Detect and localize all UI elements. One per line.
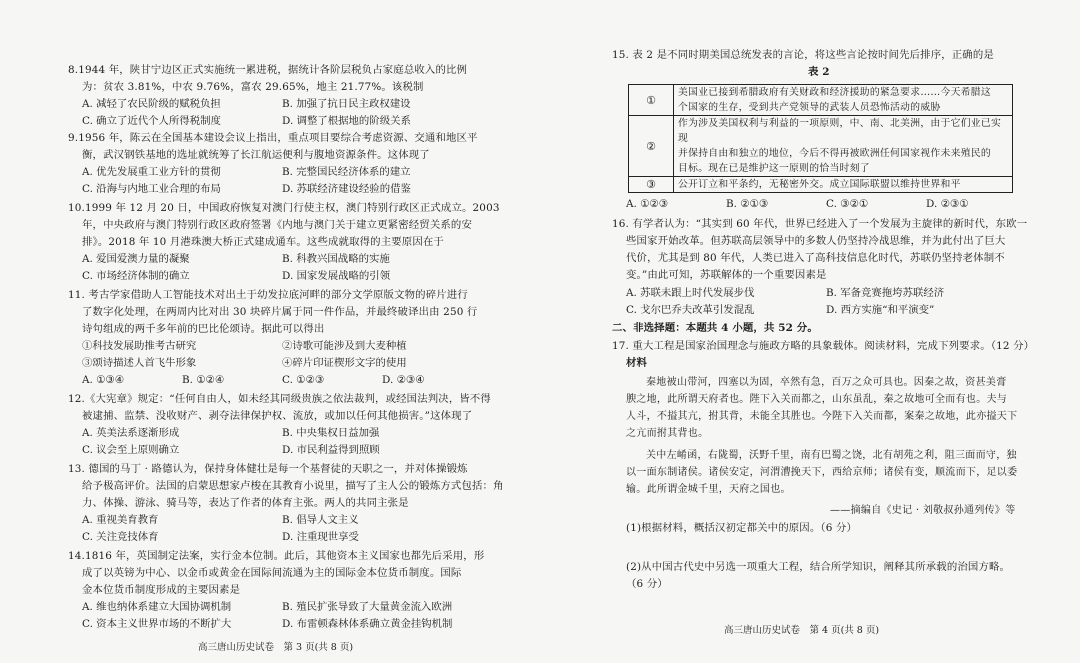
q14-stem-line-2: 成了以英镑为中心、以金币或黄金在国际间流通为主的国际金本位货币制度。国际 xyxy=(82,567,462,579)
material-line: 之亢而拊其背也。 xyxy=(626,428,709,439)
q8-option-b: B. 加强了抗日民主政权建设 xyxy=(282,98,411,110)
table-row-text xyxy=(674,177,1013,193)
material-line: 关中左崤函，右陇蜀，沃野千里，南有巴蜀之饶，北有胡苑之利，阻三面而守，独 xyxy=(646,450,1017,461)
table-2-title: 表 2 xyxy=(808,66,830,78)
q13-option-a: A. 重视美育教育 xyxy=(82,514,159,526)
q13-option-c: C. 关注竞技体育 xyxy=(82,531,159,543)
table-row-text-line: 个国家的生存，受到共产党领导的武装人员恐怖活动的威胁 xyxy=(678,102,941,113)
q12-option-b: B. 中央集权日益加强 xyxy=(282,427,380,439)
q9-option-c: C. 沿海与内地工业合理的布局 xyxy=(82,183,221,195)
q11-option-b: B. ①②④ xyxy=(182,374,225,386)
q17-stem: 17. 重大工程是国家治国理念与施政方略的具象载体。阅读材料，完成下列要求。（12 分） xyxy=(612,340,1035,352)
q15-option-c: C. ③②① xyxy=(826,198,869,210)
table-row-text xyxy=(674,116,1013,177)
q14-stem-line-3: 金本位货币制度形成的主要因素是 xyxy=(82,584,241,596)
material-source: ——摘编自《史记 · 刘敬叔孙通列传》等 xyxy=(830,505,1016,516)
q11-statement-1: ①科技发展助推考古研究 xyxy=(82,340,197,352)
table-row xyxy=(629,85,1013,116)
q11-stem-line-3: 诗句组成的两千多年前的巴比伦颂诗。据此可以得出 xyxy=(82,323,325,335)
q15-option-a: A. ①②③ xyxy=(626,198,669,210)
table-2 xyxy=(628,84,1013,193)
q8-stem-line-2: 为：贫农 3.81%，中农 9.76%，富农 29.65%，地主 21.77%。该税制 xyxy=(82,81,424,93)
q10-option-a: A. 爱国爱澳力量的凝聚 xyxy=(82,253,190,265)
table-row-text-line: 并保持自由和独立的地位，今后不得再被欧洲任何国家视作未来殖民的 xyxy=(678,148,992,159)
q12-option-c: C. 议会至上原则确立 xyxy=(82,444,180,456)
q16-stem-line-2: 些国家开始改革。但苏联高层领导中的多数人仍坚持冷战思维，并为此付出了巨大 xyxy=(626,235,1006,247)
q11-statement-2: ②诗歌可能涉及到大麦种植 xyxy=(282,340,407,352)
q9-option-a: A. 优先发展重工业方针的贯彻 xyxy=(82,166,221,178)
material-label: 材料 xyxy=(626,357,648,369)
table-row-number: ③ xyxy=(629,177,674,193)
q16-option-b: B. 军备竞赛拖垮苏联经济 xyxy=(826,287,945,299)
q11-stem-line-1: 11. 考古学家借助人工智能技术对出土于幼发拉底河畔的部分文学原版文物的碎片进行 xyxy=(68,289,468,301)
q14-option-a: A. 维也纳体系建立大国协调机制 xyxy=(82,601,232,613)
q16-option-a: A. 苏联未跟上时代发展步伐 xyxy=(626,287,755,299)
q9-option-b: B. 完整国民经济体系的建立 xyxy=(282,166,411,178)
q11-stem-line-2: 了数字化处理，在两周内比对出 30 块碎片属于同一件作品，并最终破译出由 250 行 xyxy=(82,306,478,318)
material-line: 腴之地，此所谓天府者也。陛下入关而都之，山东虽乱，秦之故地可全而有也。夫与 xyxy=(626,394,1008,405)
q14-option-d: D. 布雷顿森林体系确立黄金挂钩机制 xyxy=(282,618,453,630)
q16-stem-line-1: 16. 有学者认为：“其实到 60 年代，世界已经进入了一个发展为主旋律的新时代，东欧一 xyxy=(612,218,1028,230)
q17-subquestion-1: (1)根据材料，概括汉初定都关中的原因。（6 分） xyxy=(626,522,857,534)
page-footer-4: 高三唐山历史试卷 第 4 页(共 8 页) xyxy=(724,625,880,636)
q9-option-d: D. 苏联经济建设经验的借鉴 xyxy=(282,183,411,195)
q10-stem-line-3: 排》。2018 年 10 月港珠澳大桥正式建成通车。这些成就取得的主要原因在于 xyxy=(82,236,444,248)
q11-statement-4: ④碎片印证楔形文字的使用 xyxy=(282,357,407,369)
section-2-heading: 二、非选择题：本题共 4 小题，共 52 分。 xyxy=(612,322,818,334)
table-row-text-line: 作为涉及美国权利与利益的一项原则，中、南、北美洲，由于它们业已实现 xyxy=(678,118,1002,144)
q16-stem-line-3: 代价，尤其是到 80 年代，人类已进入了高科技信息化时代，苏联仍坚持老体制不 xyxy=(626,252,1005,264)
q11-option-a: A. ①③④ xyxy=(82,374,125,386)
material-line: 以一面东制诸侯。诸侯安定，河渭漕挽天下，西给京师；诸侯有变，顺流而下，足以委 xyxy=(626,467,1018,478)
page-footer-3: 高三唐山历史试卷 第 3 页(共 8 页) xyxy=(198,642,354,653)
q8-option-a: A. 减轻了农民阶级的赋税负担 xyxy=(82,98,221,110)
q11-statement-3: ③颂诗描述人首飞牛形象 xyxy=(82,357,197,369)
q13-stem-line-2: 给予极高评价。法国的启蒙思想家卢梭在其教育小说里，描写了主人公的锻炼方式包括：角 xyxy=(82,480,504,492)
table-row-number: ② xyxy=(629,116,674,177)
q16-option-d: D. 西方实施“和平演变” xyxy=(826,304,935,316)
table-row-text-line: 公开订立和平条约，无秘密外交。成立国际联盟以维持世界和平 xyxy=(678,179,961,190)
table-row-text-line: 美国业已接到希腊政府有关财政和经济援助的紧急要求……今天希腊这 xyxy=(678,87,992,98)
q12-option-d: D. 市民利益得到照顾 xyxy=(282,444,380,456)
material-line: 秦地被山带河，四塞以为固，卒然有急，百万之众可具也。因秦之故，资甚美膏 xyxy=(646,377,1007,388)
q10-stem-line-1: 10.1999 年 12 月 20 日，中国政府恢复对澳门行使主权，澳门特别行政区正式成立。2003 xyxy=(68,202,500,214)
q9-stem-line-1: 9.1956 年，陈云在全国基本建设会议上指出，重点项目要综合考虑资源、交通和地区平 xyxy=(68,132,478,144)
table-row-text xyxy=(674,85,1013,116)
q12-stem-line-2: 被逮捕、监禁、没收财产、剥夺法律保护权、流放，或加以任何其他损害。”这体现了 xyxy=(82,410,473,422)
q11-option-c: C. ①②③ xyxy=(282,374,325,386)
q9-stem-line-2: 衡，武汉钢铁基地的选址就统筹了长江航运便利与腹地资源条件。这体现了 xyxy=(82,149,430,161)
q12-stem-line-1: 12.《大宪章》规定：“任何自由人，如未经其同级贵族之依法裁判，或经国法判决，皆不得 xyxy=(68,393,491,405)
q16-option-c: C. 戈尔巴乔夫改革引发混乱 xyxy=(626,304,755,316)
q16-stem-line-4: 变。”由此可知，苏联解体的一个重要因素是 xyxy=(626,269,827,281)
table-row xyxy=(629,116,1013,177)
q11-option-d: D. ②③④ xyxy=(382,374,425,386)
q15-option-d: D. ②③① xyxy=(926,198,969,210)
q14-stem-line-1: 14.1816 年，英国制定法案，实行金本位制。此后，其他资本主义国家也都先后采用，形 xyxy=(68,550,485,562)
q15-stem: 15. 表 2 是不同时期美国总统发表的言论，将这些言论按时间先后排序，正确的是 xyxy=(612,49,994,61)
table-row-number: ① xyxy=(629,85,674,116)
q13-option-d: D. 注重现世享受 xyxy=(282,531,359,543)
q8-option-c: C. 确立了近代个人所得税制度 xyxy=(82,115,221,127)
q17-subquestion-2-line-1: (2)从中国古代史中另选一项重大工程，结合所学知识，阐释其所承载的治国方略。 xyxy=(626,561,1011,573)
q8-stem-line-1: 8.1944 年，陕甘宁边区正式实施统一累进税，据统计各阶层税负占家庭总收入的比例 xyxy=(68,64,468,76)
material-line: 人斗，不搤其亢，拊其背，未能全其胜也。今陛下入关而都，案秦之故地，此亦搤天下 xyxy=(626,411,1018,422)
table-row-text-line: 目标。现在已是维护这一原则的恰当时刻了 xyxy=(678,163,870,174)
q10-option-c: C. 市场经济体制的确立 xyxy=(82,270,190,282)
q10-option-d: D. 国家发展战略的引领 xyxy=(282,270,391,282)
q15-option-b: B. ②①③ xyxy=(726,198,769,210)
q13-option-b: B. 倡导人文主义 xyxy=(282,514,359,526)
q10-stem-line-2: 年，中央政府与澳门特别行政区政府签署《内地与澳门关于建立更紧密经贸关系的安 xyxy=(82,219,472,231)
q8-option-d: D. 调整了根据地的阶级关系 xyxy=(282,115,411,127)
q10-option-b: B. 科教兴国战略的实施 xyxy=(282,253,390,265)
q13-stem-line-3: 力、体操、游泳、骑马等，表达了作者的体育主张。两人的共同主张是 xyxy=(82,497,409,509)
q14-option-c: C. 资本主义世界市场的不断扩大 xyxy=(82,618,232,630)
q17-subquestion-2-line-2: （6 分） xyxy=(626,578,668,590)
q12-option-a: A. 英美法系逐渐形成 xyxy=(82,427,180,439)
material-line: 输。此所谓金城千里，天府之国也。 xyxy=(626,484,791,495)
q14-option-b: B. 殖民扩张导致了大量黄金流入欧洲 xyxy=(282,601,453,613)
q13-stem-line-1: 13. 德国的马丁 · 路德认为，保持身体健壮是每一个基督徒的天职之一，并对体操锻炼 xyxy=(68,463,468,475)
table-row xyxy=(629,177,1013,193)
